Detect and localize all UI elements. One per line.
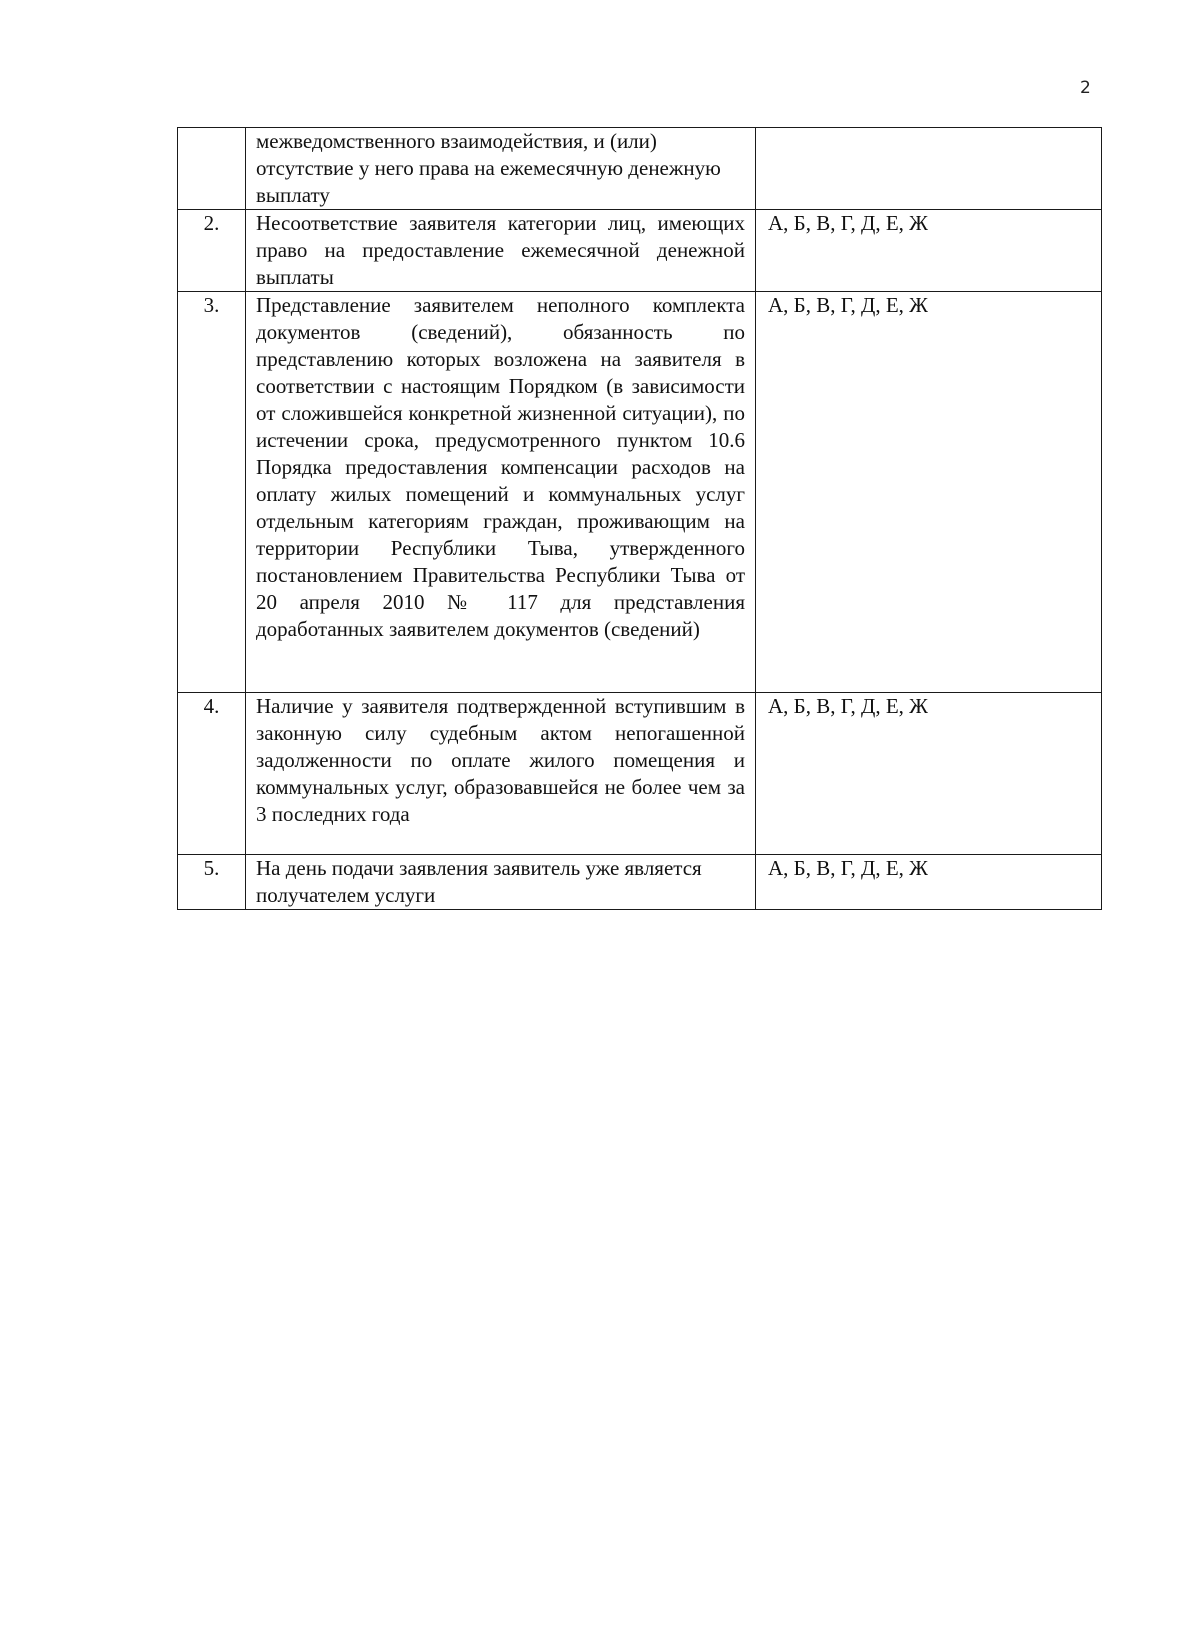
table-row bbox=[178, 693, 1102, 855]
row-number bbox=[178, 128, 246, 210]
row-codes: А, Б, В, Г, Д, Е, Ж bbox=[756, 693, 1102, 855]
table-row bbox=[178, 855, 1102, 910]
row-codes bbox=[756, 128, 1102, 210]
row-reason: На день подачи заявления заявитель уже является получателем услуги bbox=[246, 855, 756, 910]
row-reason: Наличие у заявителя подтвержденной вступившим в законную силу судебным актом непогашенной задолженности по оплате жилого помещения и коммунальных услуг, образовавшейся не более чем за 3 последних года bbox=[246, 693, 756, 855]
page-number: 2 bbox=[1080, 78, 1091, 98]
row-number: 4. bbox=[178, 693, 246, 855]
row-reason: Несоответствие заявителя категории лиц, имеющих право на предоставление ежемесячной денежной выплаты bbox=[246, 210, 756, 292]
row-number: 3. bbox=[178, 292, 246, 693]
table-row bbox=[178, 292, 1102, 693]
row-number: 2. bbox=[178, 210, 246, 292]
row-codes: А, Б, В, Г, Д, Е, Ж bbox=[756, 292, 1102, 693]
row-number: 5. bbox=[178, 855, 246, 910]
table-row bbox=[178, 128, 1102, 210]
refusal-reasons-table bbox=[177, 127, 1102, 910]
row-codes: А, Б, В, Г, Д, Е, Ж bbox=[756, 855, 1102, 910]
row-reason: межведомственного взаимодействия, и (или) отсутствие у него права на ежемесячную денежную выплату bbox=[246, 128, 756, 210]
table-row bbox=[178, 210, 1102, 292]
row-codes: А, Б, В, Г, Д, Е, Ж bbox=[756, 210, 1102, 292]
row-reason: Представление заявителем неполного комплекта документов (сведений), обязанность по представлению которых возложена на заявителя в соответствии с настоящим Порядком (в зависимости от сложившейся конкретной жизненной ситуации), по истечении срока, предусмотренного пунктом 10.6 Порядка предоставления компенсации расходов на оплату жилых помещений и коммунальных услуг отдельным категориям граждан, проживающим на территории Республики Тыва, утвержденного постановлением Правительства Республики Тыва от 20 апреля 2010 № 117 для представления доработанных заявителем документов (сведений) bbox=[246, 292, 756, 693]
